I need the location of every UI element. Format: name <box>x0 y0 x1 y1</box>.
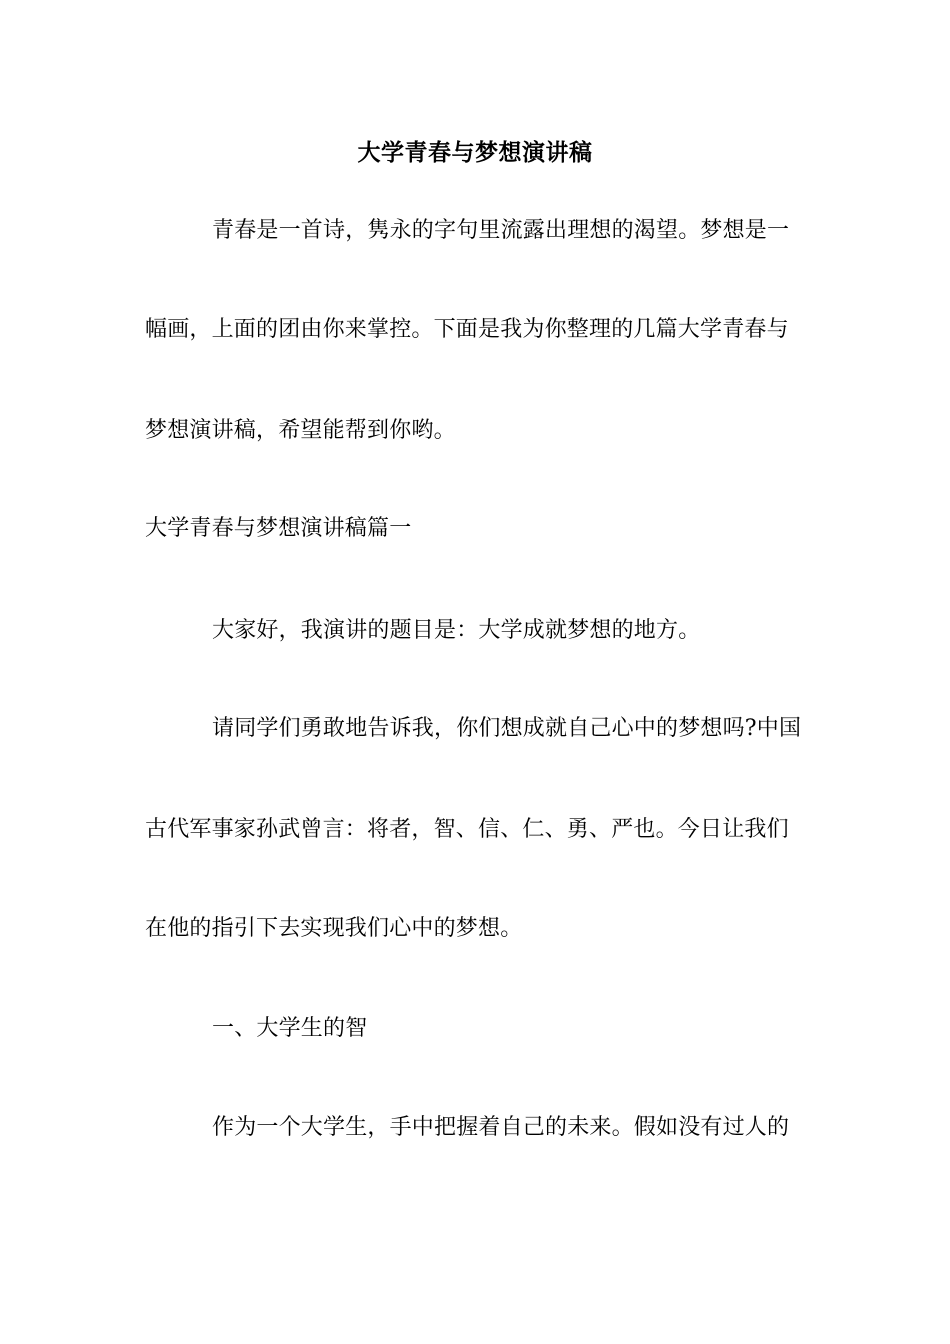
paragraph-line: 大家好，我演讲的题目是：大学成就梦想的地方。 <box>212 618 701 643</box>
section-heading: 大学青春与梦想演讲稿篇一 <box>145 516 412 541</box>
paragraph-line: 作为一个大学生，手中把握着自己的未来。假如没有过人的 <box>212 1115 790 1140</box>
subsection-heading: 一、大学生的智 <box>212 1016 368 1041</box>
paragraph-line: 青春是一首诗，隽永的字句里流露出理想的渴望。梦想是一 <box>212 218 790 243</box>
paragraph-line: 梦想演讲稿，希望能帮到你哟。 <box>145 418 456 443</box>
paragraph-line: 幅画，上面的团由你来掌控。下面是我为你整理的几篇大学青春与 <box>145 317 789 342</box>
paragraph-line: 古代军事家孙武曾言：将者，智、信、仁、勇、严也。今日让我们 <box>145 817 789 842</box>
document-title: 大学青春与梦想演讲稿 <box>357 139 593 166</box>
paragraph-line: 在他的指引下去实现我们心中的梦想。 <box>145 916 523 941</box>
paragraph-line: 请同学们勇敢地告诉我，你们想成就自己心中的梦想吗?中国 <box>212 716 802 741</box>
